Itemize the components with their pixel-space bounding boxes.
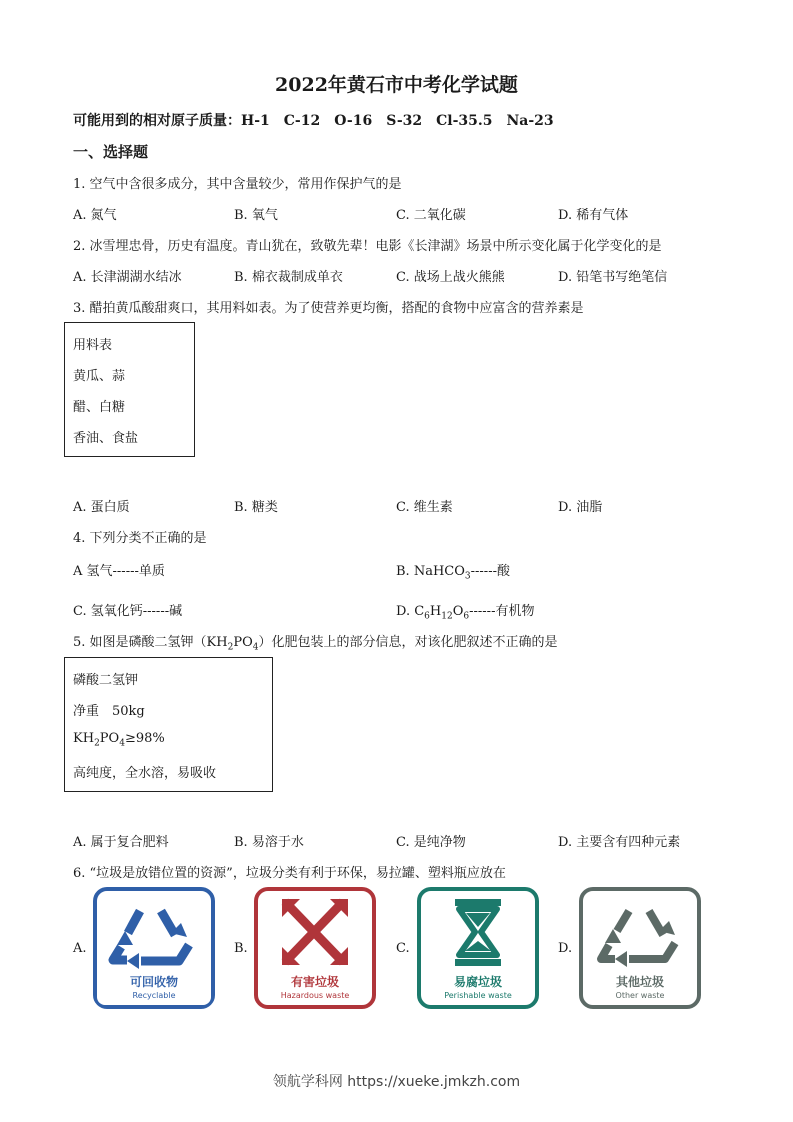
hourglass-icon xyxy=(417,887,539,1009)
fertilizer-features: 高纯度，全水溶，易吸收 xyxy=(73,766,217,781)
q6-option-a: A. xyxy=(73,941,87,956)
q1-option-c: C. 二氧化碳 xyxy=(396,208,466,223)
q1-stem: 1. 空气中含很多成分，其中含量较少，常用作保护气的是 xyxy=(73,177,402,192)
perishable-bin xyxy=(417,887,539,1009)
recycle-icon xyxy=(93,887,215,1009)
q5-stem: 5. 如图是磷酸二氢钾$(KH_2PO_4)$化肥包装上的部分信息，对该化肥叙述不正确的是 xyxy=(73,635,558,653)
section-title: 一、选择题 xyxy=(73,143,149,161)
fertilizer-purity: $KH_2PO_4\ge 98\%$ xyxy=(73,731,165,749)
q6-option-c: C. xyxy=(396,941,410,956)
page-title: 2022年黄石市中考化学试题 xyxy=(275,74,518,96)
q2-stem: 2. 冰雪埋忠骨，历史有温度。青山犹在，致敬先辈！电影《长津湖》场景中所示变化属于化学变化的是 xyxy=(73,239,662,254)
q4-stem: 4. 下列分类不正确的是 xyxy=(73,531,207,546)
q4-option-d: D. $C_6H_{12}O_6------$有机物 xyxy=(396,604,535,622)
atomic-masses: 可能用到的相对原子质量：H-1 C-12 O-16 S-32 Cl-35.5 Na-23 xyxy=(73,113,554,129)
q2-option-a: A. 长津湖湖水结冰 xyxy=(73,270,182,285)
q3-option-c: C. 维生素 xyxy=(396,500,453,515)
bin-label-cn: 有害垃圾 xyxy=(290,975,340,989)
q4-option-c: C. 氢氧化钙------碱 xyxy=(73,604,183,619)
bin-label-en: Perishable waste xyxy=(444,991,512,1000)
other-recycle-icon xyxy=(579,887,701,1009)
q5-option-c: C. 是纯净物 xyxy=(396,835,466,850)
q4-option-a: A 氢气------单质 xyxy=(73,564,165,579)
q2-option-b: B. 棉衣裁制成单衣 xyxy=(234,270,343,285)
q3-stem: 3. 醋拍黄瓜酸甜爽口，其用料如表。为了使营养更均衡，搭配的食物中应富含的营养素是 xyxy=(73,301,584,316)
q6-option-d: D. xyxy=(558,941,573,956)
q5-option-d: D. 主要含有四种元素 xyxy=(558,835,681,850)
q2-option-c: C. 战场上战火熊熊 xyxy=(396,270,505,285)
q6-option-b: B. xyxy=(234,941,248,956)
q1-option-a: A. 氮气 xyxy=(73,208,117,223)
q6-stem: 6. “垃圾是放错位置的资源”，垃圾分类有利于环保，易拉罐、塑料瓶应放在 xyxy=(73,866,506,881)
ingredient-row: 黄瓜、蒜 xyxy=(73,369,126,384)
q3-option-b: B. 糖类 xyxy=(234,500,278,515)
footer-watermark: 领航学科网 https://xueke.jmkzh.com xyxy=(272,1074,521,1090)
q2-option-d: D. 铅笔书写绝笔信 xyxy=(558,270,668,285)
bin-label-en: Hazardous waste xyxy=(280,991,350,1000)
recyclable-bin xyxy=(93,887,215,1009)
ingredient-row: 香油、食盐 xyxy=(73,431,139,446)
hazardous-bin xyxy=(254,887,376,1009)
ingredient-table-title: 用料表 xyxy=(73,338,113,353)
bin-label-cn: 可回收物 xyxy=(129,975,179,989)
other-waste-bin xyxy=(579,887,701,1009)
fertilizer-name: 磷酸二氢钾 xyxy=(73,673,139,688)
bin-label-cn: 其他垃圾 xyxy=(615,975,665,989)
q5-option-b: B. 易溶于水 xyxy=(234,835,304,850)
q3-option-d: D. 油脂 xyxy=(558,500,603,515)
q1-option-b: B. 氧气 xyxy=(234,208,278,223)
bin-label-en: Recyclable xyxy=(132,991,176,1000)
ingredient-row: 醋、白糖 xyxy=(73,400,126,415)
fertilizer-weight: 净重 50kg xyxy=(73,704,145,719)
ingredient-table xyxy=(64,322,195,457)
q1-option-d: D. 稀有气体 xyxy=(558,208,629,223)
q3-option-a: A. 蛋白质 xyxy=(73,500,130,515)
fertilizer-label-box xyxy=(64,657,273,792)
q4-option-b: B. NaHCO$_3$------酸 xyxy=(396,564,510,582)
hazard-x-icon xyxy=(254,887,376,1009)
q5-option-a: A. 属于复合肥料 xyxy=(73,835,169,850)
bin-label-en: Other waste xyxy=(615,991,665,1000)
bin-label-cn: 易腐垃圾 xyxy=(453,975,503,989)
